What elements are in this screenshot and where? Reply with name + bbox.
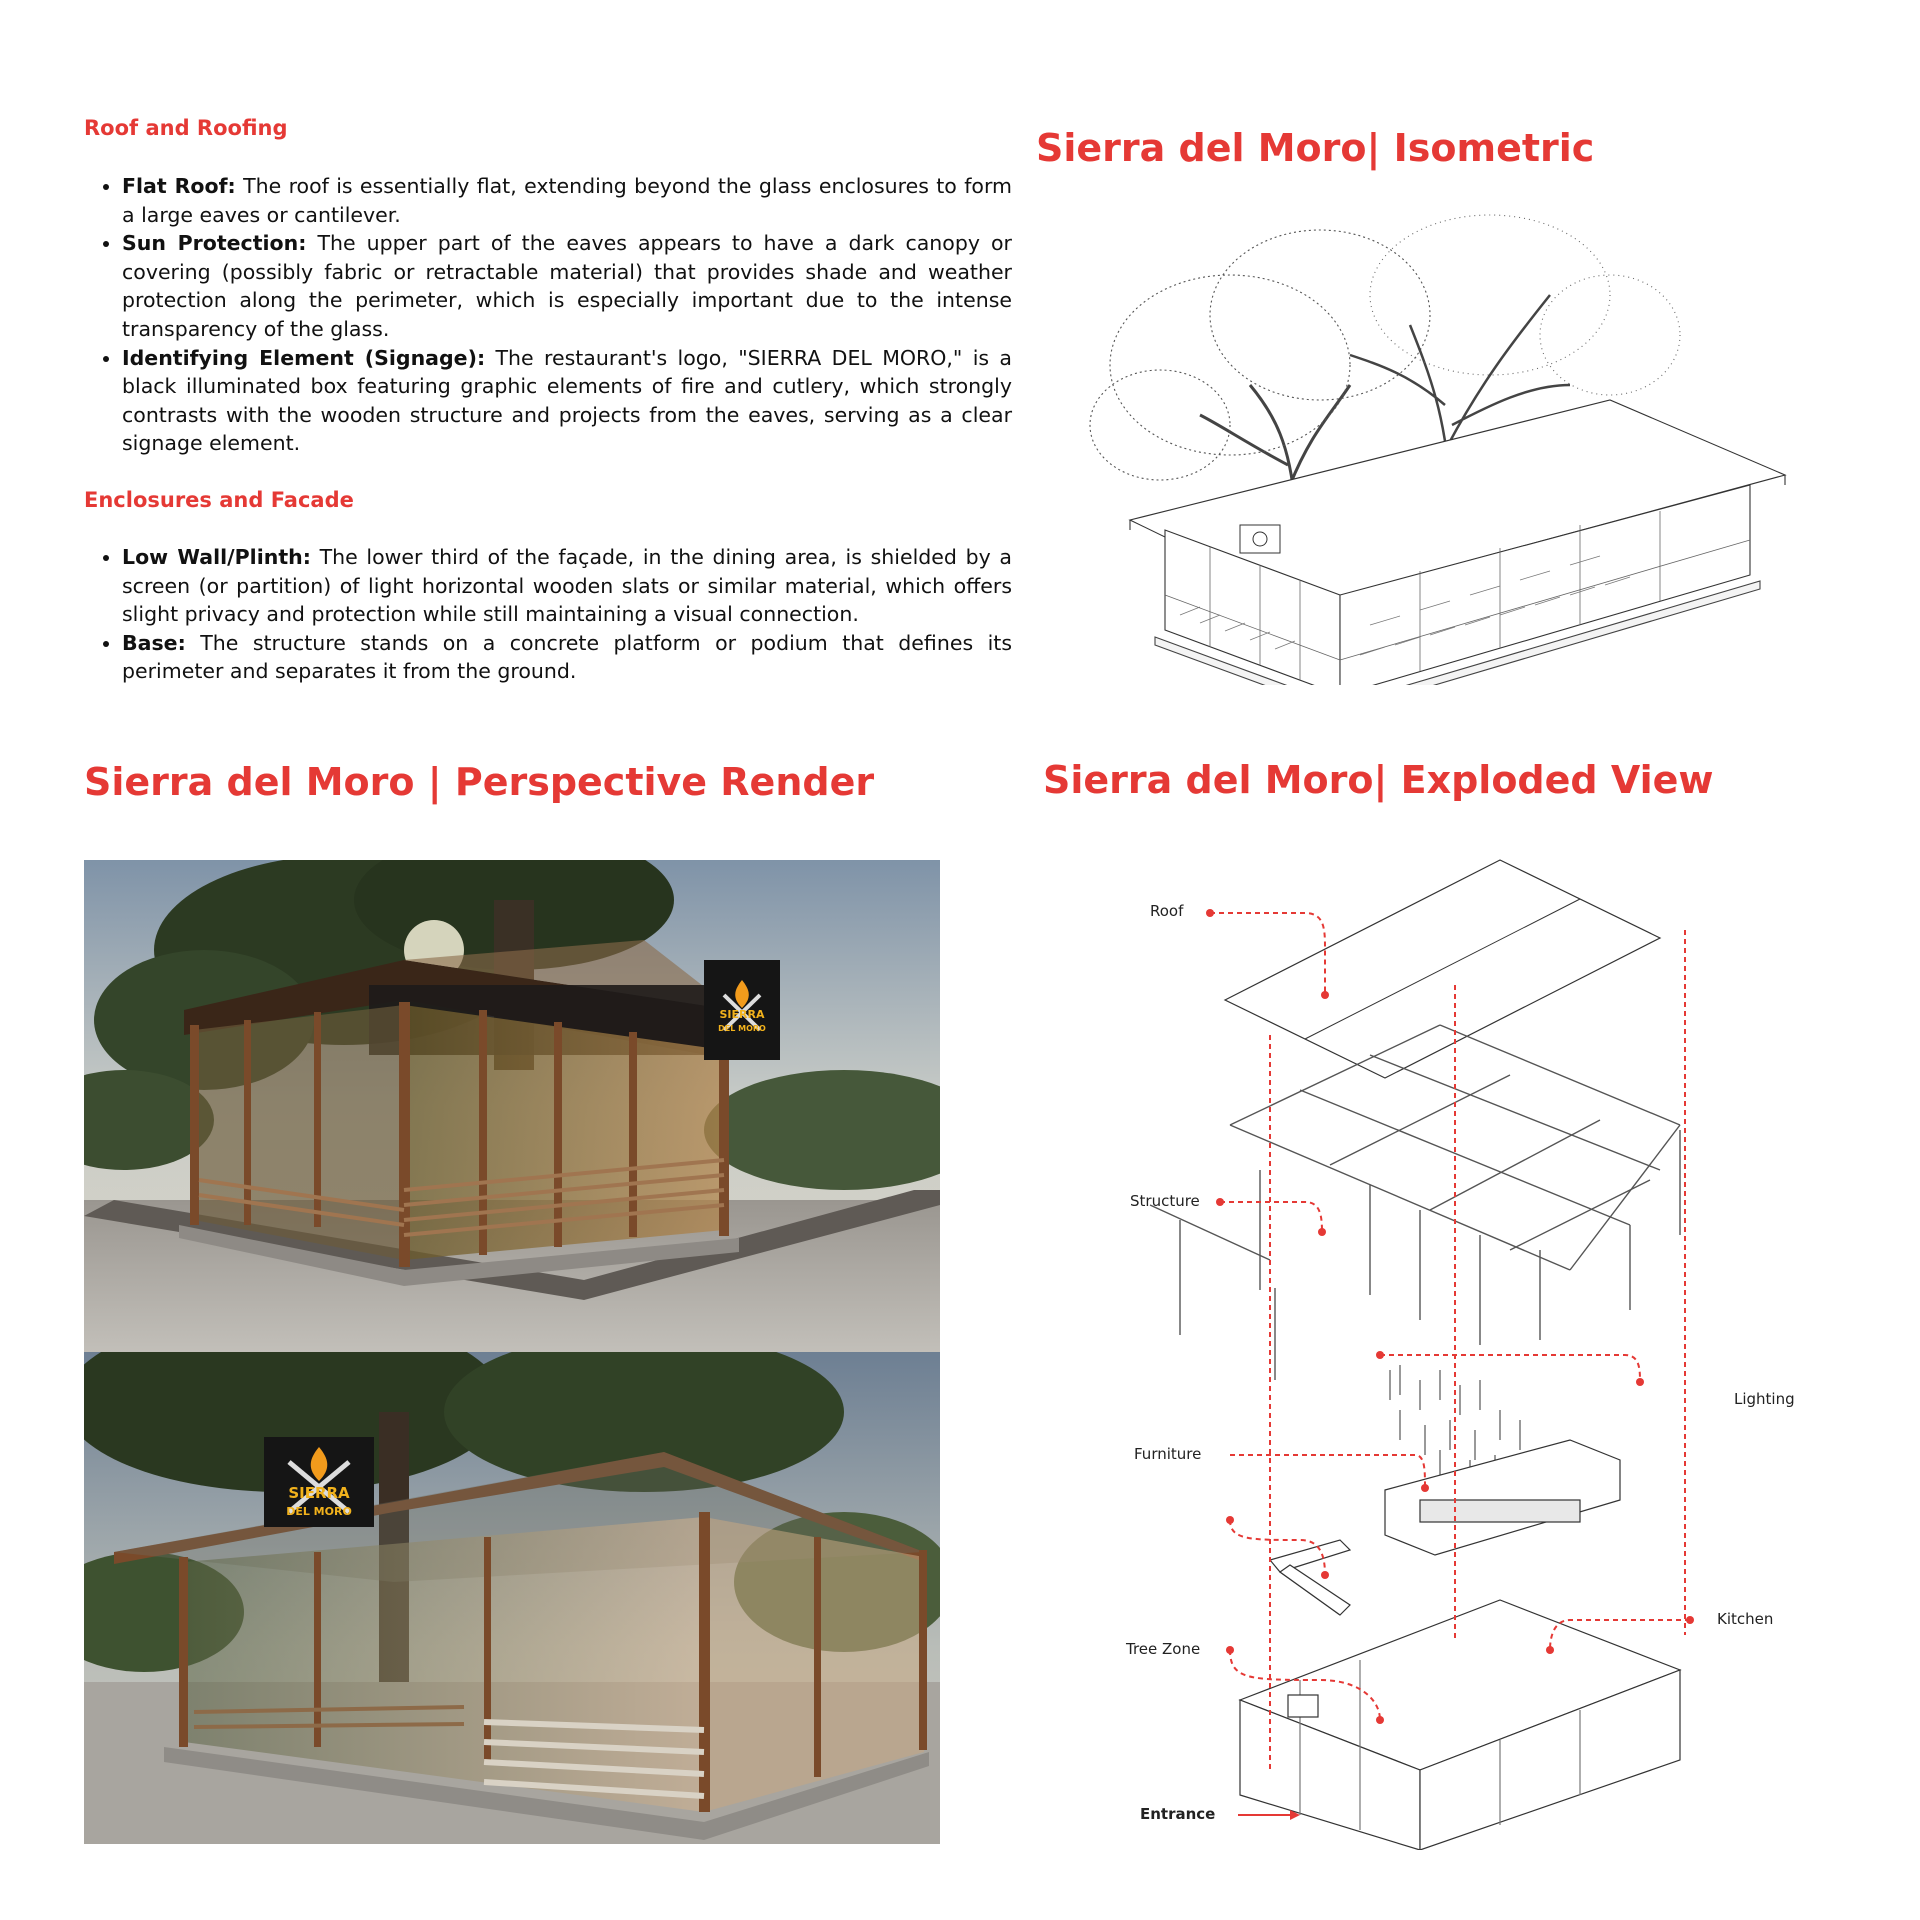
title-exploded: Sierra del Moro| Exploded View — [1043, 758, 1714, 802]
label-structure: Structure — [1130, 1192, 1200, 1210]
bullet-text: The roof is essentially flat, extending beyond the glass enclosures to form a large eaves or cantilever. — [122, 174, 1012, 227]
base-building — [1240, 1600, 1680, 1850]
roof-bullet-list — [84, 172, 1012, 458]
exploded-view-diagram — [1100, 840, 1820, 1850]
perspective-render-2 — [84, 1352, 940, 1844]
bullet-term: Identifying Element (Signage): — [122, 345, 486, 370]
bullet-text: The structure stands on a concrete platform or podium that defines its perimeter and separates it from the ground. — [122, 630, 1012, 684]
bullet-sun-protection — [122, 229, 1012, 343]
section-heading-enclosures: Enclosures and Facade — [84, 488, 354, 512]
bullet-term: Base: — [122, 630, 186, 655]
sign-text-bottom: DEL MORO — [286, 1505, 352, 1518]
bullet-text: The restaurant's logo, "SIERRA DEL MORO," is a black illuminated box featuring graphic elements of fire and cutlery, which strongly contrasts with the wooden structure and projects from the eaves, serving as a clear signage element. — [122, 345, 1012, 456]
bullet-low-wall — [122, 543, 1012, 629]
label-kitchen: Kitchen — [1717, 1610, 1774, 1628]
exploded-svg — [1100, 840, 1820, 1850]
label-lighting: Lighting — [1734, 1390, 1795, 1408]
bullet-base — [122, 629, 1012, 686]
label-furniture: Furniture — [1134, 1445, 1202, 1463]
isometric-svg — [1050, 185, 1790, 685]
iso-sign-icon — [1240, 525, 1280, 553]
sign-text-bottom: DEL MORO — [718, 1024, 766, 1033]
bullet-text: The upper part of the eaves appears to have a dark canopy or covering (possibly fabric or retractable material) that provides shade and weather protection along the perimeter, which is especially important due to the intense transparency of the glass. — [122, 231, 1012, 341]
title-isometric: Sierra del Moro| Isometric — [1036, 126, 1595, 170]
isometric-drawing — [1050, 185, 1790, 685]
section-heading-roof: Roof and Roofing — [84, 116, 288, 140]
render-2-svg — [84, 1352, 940, 1844]
perspective-render-1 — [84, 860, 940, 1352]
sign-text-top: SIERRA — [719, 1008, 765, 1021]
bullet-flat-roof — [122, 172, 1012, 229]
label-tree-zone: Tree Zone — [1126, 1640, 1201, 1658]
bullet-term: Low Wall/Plinth: — [122, 545, 311, 569]
render-1-svg — [84, 860, 940, 1352]
enclosure-bullet-list — [84, 543, 1012, 686]
bullet-term: Sun Protection: — [122, 231, 307, 256]
title-perspective: Sierra del Moro | Perspective Render — [84, 760, 875, 804]
sign-logo-1 — [704, 960, 780, 1060]
furniture-group — [1270, 1440, 1620, 1615]
bullet-term: Flat Roof: — [122, 174, 236, 198]
bullet-text: The lower third of the façade, in the dining area, is shielded by a screen (or partition) of light horizontal wooden slats or similar material, which offers slight privacy and protection while still maintaining a visual connection. — [122, 545, 1012, 627]
sign-text-top: SIERRA — [288, 1484, 350, 1502]
label-entrance: Entrance — [1140, 1805, 1216, 1823]
sign-logo-2 — [264, 1437, 374, 1527]
label-roof: Roof — [1150, 902, 1184, 920]
bullet-signage — [122, 344, 1012, 458]
